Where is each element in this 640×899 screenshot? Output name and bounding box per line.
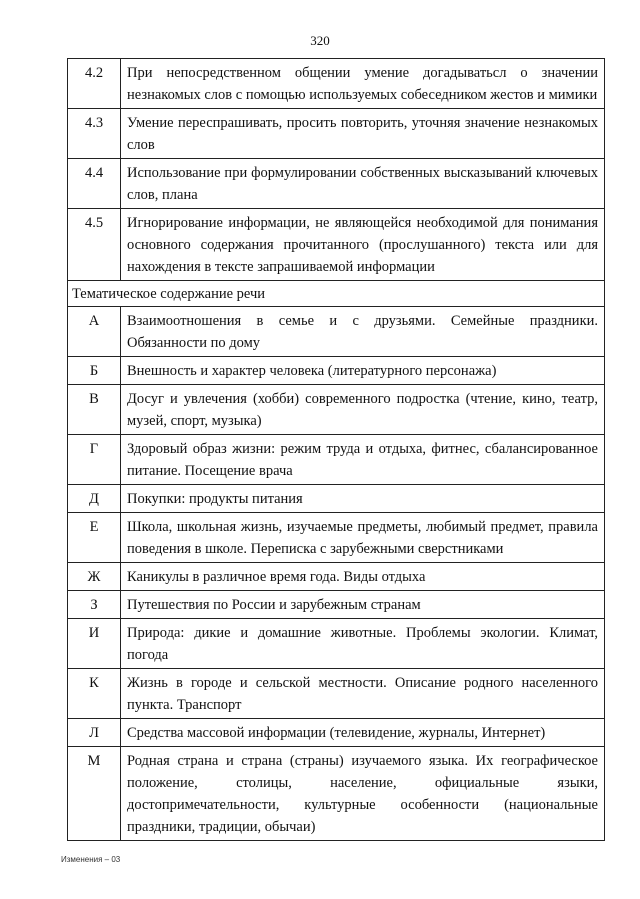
table-row [68, 563, 605, 591]
row-code: Б [68, 357, 121, 385]
row-code: 4.2 [68, 59, 121, 109]
table-row [68, 435, 605, 485]
row-code: Е [68, 513, 121, 563]
row-code: 4.3 [68, 109, 121, 159]
row-code: 4.4 [68, 159, 121, 209]
section-heading-row [68, 281, 605, 307]
row-text: Жизнь в городе и сельской местности. Описание родного населенного пункта. Транспорт [121, 669, 605, 719]
row-text: Внешность и характер человека (литературного персонажа) [121, 357, 605, 385]
row-code: И [68, 619, 121, 669]
row-text: Здоровый образ жизни: режим труда и отдыха, фитнес, сбалансированное питание. Посещение врача [121, 435, 605, 485]
table-row [68, 513, 605, 563]
table-row [68, 719, 605, 747]
row-code: А [68, 307, 121, 357]
row-code: В [68, 385, 121, 435]
row-text: Покупки: продукты питания [121, 485, 605, 513]
row-code: К [68, 669, 121, 719]
row-text: Природа: дикие и домашние животные. Проблемы экологии. Климат, погода [121, 619, 605, 669]
table-row [68, 109, 605, 159]
row-code: З [68, 591, 121, 619]
row-text: Досуг и увлечения (хобби) современного подростка (чтение, кино, театр, музей, спорт, музыка) [121, 385, 605, 435]
row-text: Умение переспрашивать, просить повторить, уточняя значение незнакомых слов [121, 109, 605, 159]
table-row [68, 747, 605, 841]
row-text: Родная страна и страна (страны) изучаемого языка. Их географическое положение, столицы, население, официальные языки, достопримечательности, культурные особенности (национальные праздники, традиции, обычаи) [121, 747, 605, 841]
table-row [68, 307, 605, 357]
table-row [68, 209, 605, 281]
table-row [68, 619, 605, 669]
row-text: Использование при формулировании собственных высказываний ключевых слов, плана [121, 159, 605, 209]
row-text: Взаимоотношения в семье и с друзьями. Семейные праздники. Обязанности по дому [121, 307, 605, 357]
row-code: Г [68, 435, 121, 485]
footer-revision: Изменения – 03 [61, 855, 121, 864]
row-code: Ж [68, 563, 121, 591]
section-heading: Тематическое содержание речи [68, 281, 605, 307]
row-text: Путешествия по России и зарубежным странам [121, 591, 605, 619]
page-number: 320 [310, 33, 330, 48]
table-row [68, 669, 605, 719]
row-text: При непосредственном общении умение догадыватьсл о значении незнакомых слов с помощью используемых собеседником жестов и мимики [121, 59, 605, 109]
row-text: Школа, школьная жизнь, изучаемые предметы, любимый предмет, правила поведения в школе. Переписка с зарубежными сверстниками [121, 513, 605, 563]
row-text: Каникулы в различное время года. Виды отдыха [121, 563, 605, 591]
row-code: 4.5 [68, 209, 121, 281]
row-code: Л [68, 719, 121, 747]
row-text: Средства массовой информации (телевидение, журналы, Интернет) [121, 719, 605, 747]
row-code: М [68, 747, 121, 841]
table-row [68, 159, 605, 209]
table-row [68, 59, 605, 109]
content-table [67, 58, 605, 841]
table-row [68, 591, 605, 619]
row-code: Д [68, 485, 121, 513]
row-text: Игнорирование информации, не являющейся необходимой для понимания основного содержания прочитанного (прослушанного) текста или для нахождения в тексте запрашиваемой информации [121, 209, 605, 281]
table-row [68, 385, 605, 435]
table-row [68, 357, 605, 385]
table-row [68, 485, 605, 513]
